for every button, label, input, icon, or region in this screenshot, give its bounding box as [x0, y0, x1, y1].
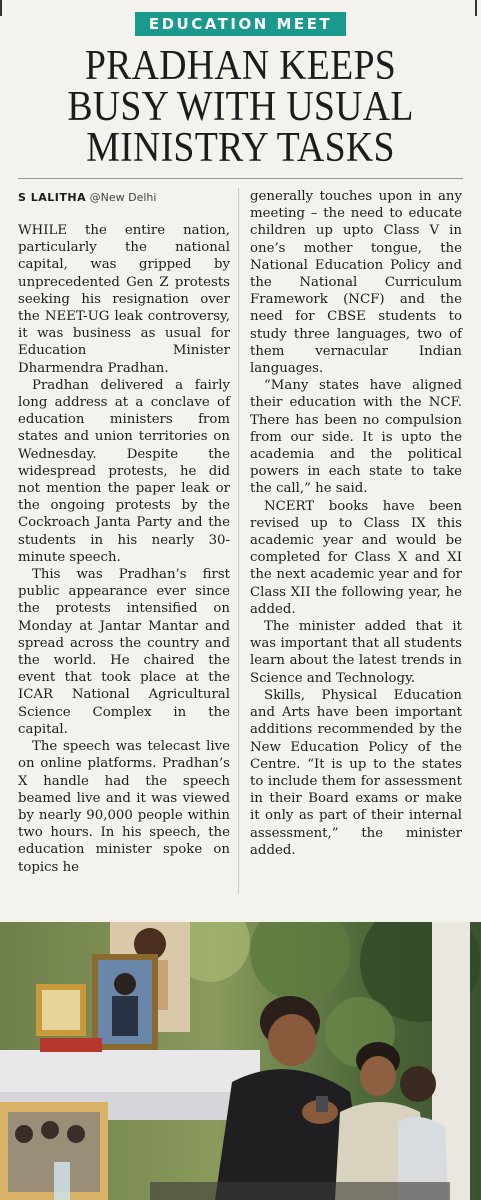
headline-line-2: BUSY WITH USUAL [67, 84, 414, 130]
paragraph: WHILE the entire nation, particularly the national capital, was gripped by unprecedented Gen Z protests seeking his resignation over the NEET-UG leak controversy, it was business as usual for Education Minister Dharmendra Pradhan. [18, 223, 230, 376]
column-divider [238, 188, 239, 894]
section-kicker: EDUCATION MEET [135, 12, 346, 36]
paragraph: generally touches upon in any meeting – the need to educate children up upto Class V in one’s mother tongue, the National Education Policy and the National Curriculum Framework (NCF) and the need for CBSE students to study three languages, two of them vernacular Indian languages. [250, 189, 462, 377]
headline-line-3: MINISTRY TASKS [86, 125, 395, 171]
article-column-right [250, 188, 462, 859]
headline-divider [18, 178, 463, 179]
paragraph: “Many states have aligned their education with the NCF. There has been no compulsion from our side. It is upto the academia and the political powers in each state to take the call,” he said. [250, 378, 462, 497]
protest-photo [0, 922, 481, 1200]
paragraph: This was Pradhan’s first public appearance ever since the protests intensified on Monday at Jantar Mantar and spread across the country and the world. He chaired the event that took place at the ICAR National Agricultural Science Complex in the capital. [18, 567, 230, 737]
byline-author: S LALITHA [18, 191, 87, 204]
paragraph: Pradhan delivered a fairly long address at a conclave of education ministers from states and union territories on Wednesday. Despite the widespread protests, he did not mention the paper leak or the ongoing protests by the Cockroach Janta Party and the students in his nearly 30-minute speech. [18, 377, 230, 565]
paragraph: NCERT books have been revised up to Class IX this academic year and would be completed for Class X and XI the next academic year and for Class XII the following year, he added. [250, 498, 462, 617]
headline [24, 43, 457, 171]
headline-line-1: PRADHAN KEEPS [84, 43, 397, 89]
byline-location: @New Delhi [89, 191, 157, 204]
protest-photo-illustration [0, 922, 481, 1200]
byline [18, 188, 230, 208]
kicker-row [0, 12, 481, 36]
paragraph: Skills, Physical Education and Arts have been important additions recommended by the New Education Policy of the Centre. “It is up to the states to include them for assessment in their Board exams or make it only as part of their internal assessment,” the minister added. [250, 687, 462, 858]
paragraph: The minister added that it was important that all students learn about the latest trends in Science and Technology. [250, 619, 462, 686]
article-column-left [18, 188, 230, 876]
paragraph: The speech was telecast live on online platforms. Pradhan’s X handle had the speech beamed live and it was viewed by nearly 90,000 people within two hours. In his speech, the education minister spoke on topics he [18, 739, 230, 875]
